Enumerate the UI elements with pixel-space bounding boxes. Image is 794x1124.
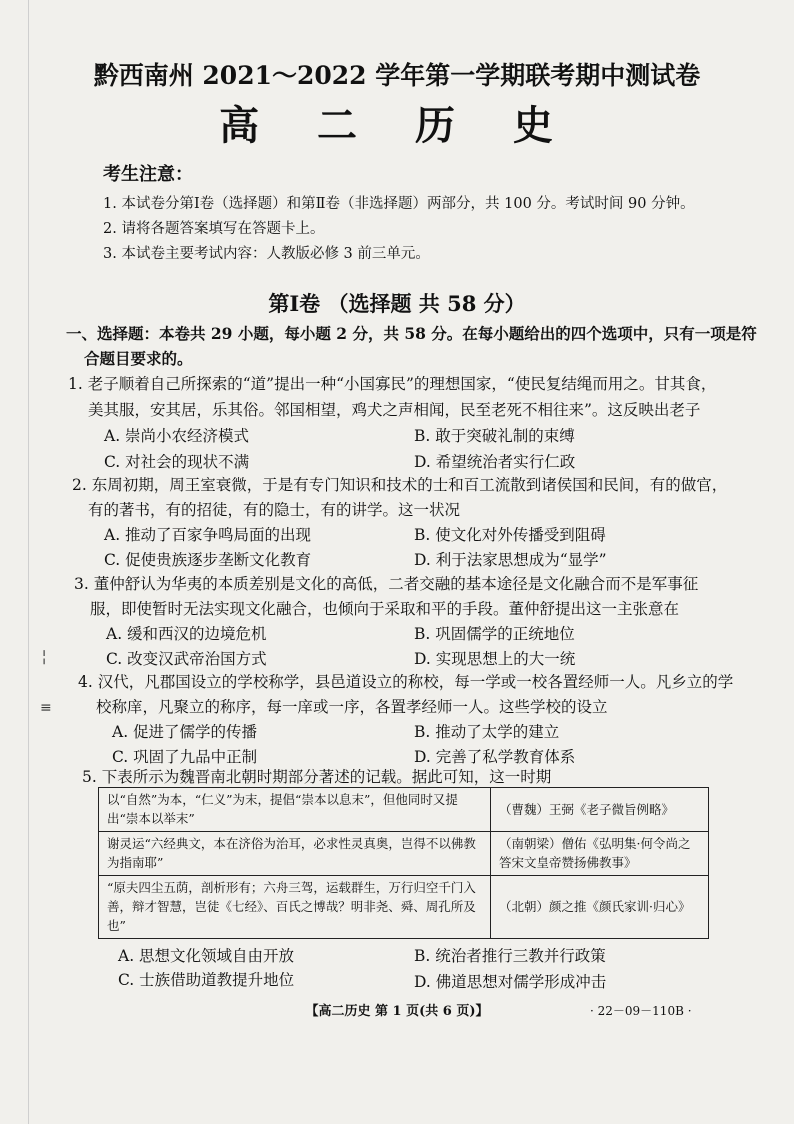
question-5-option-d[interactable]: D. 佛道思想对儒学形成冲击 <box>414 973 607 991</box>
question-2-option-d[interactable]: D. 利于法家思想成为“显学” <box>414 551 607 569</box>
question-5-option-b[interactable]: B. 统治者推行三教并行政策 <box>414 947 606 965</box>
question-4-text: 4. 汉代，凡郡国设立的学校称学，县邑道设立的称校，每一学或一校各置经师一人。凡乡立的学 <box>78 673 734 691</box>
table-row <box>99 831 709 875</box>
section-intro: 一、选择题：本卷共 29 小题，每小题 2 分，共 58 分。在每小题给出的四个选项中，只有一项是符 <box>66 324 757 343</box>
notice-item: 1. 本试卷分第Ⅰ卷（选择题）和第Ⅱ卷（非选择题）两部分，共 100 分。考试时间 90 分钟。 <box>103 196 695 212</box>
table-cell-source: （曹魏）王弼《老子微旨例略》 <box>491 788 709 832</box>
section-intro: 合题目要求的。 <box>84 349 193 368</box>
question-4-option-c[interactable]: C. 巩固了九品中正制 <box>112 748 258 766</box>
section-title: 第Ⅰ卷 （选择题 共 58 分） <box>268 291 526 316</box>
question-5-option-c[interactable]: C. 士族借助道教提升地位 <box>118 971 295 989</box>
question-3-option-b[interactable]: B. 巩固儒学的正统地位 <box>414 625 575 643</box>
table-cell-source: （北朝）颜之推《颜氏家训·归心》 <box>491 875 709 938</box>
question-1-option-a[interactable]: A. 崇尚小农经济模式 <box>104 427 250 445</box>
notice-item: 3. 本试卷主要考试内容：人教版必修 3 前三单元。 <box>103 246 430 262</box>
question-5-text: 5. 下表所示为魏晋南北朝时期部分著述的记载。据此可知，这一时期 <box>82 768 552 786</box>
binding-mark: ╎ <box>40 650 49 666</box>
question-4-text: 校称庠，凡聚立的称序，每一庠或一序，各置孝经师一人。这些学校的设立 <box>96 698 608 716</box>
table-cell-quote: 以“自然”为本，“仁义”为末，提倡“崇本以息末”，但他同时又提出“崇本以举末” <box>99 788 491 832</box>
question-2-option-c[interactable]: C. 促使贵族逐步垄断文化教育 <box>104 551 312 569</box>
paper-code: · 22－09－110B · <box>590 1004 692 1018</box>
question-3-option-a[interactable]: A. 缓和西汉的边境危机 <box>106 625 267 643</box>
table-row <box>99 875 709 938</box>
table-cell-source: （南朝梁）僧佑《弘明集·何令尚之答宋文皇帝赞扬佛教事》 <box>491 831 709 875</box>
question-1-option-b[interactable]: B. 敢于突破礼制的束缚 <box>414 427 575 445</box>
table-cell-quote: 谢灵运“六经典文，本在济俗为治耳，必求性灵真奥，岂得不以佛教为指南耶” <box>99 831 491 875</box>
question-3-option-c[interactable]: C. 改变汉武帝治国方式 <box>106 650 267 668</box>
source-table <box>98 787 709 939</box>
page-footer: 【高二历史 第 1 页(共 6 页)】 <box>305 1004 489 1019</box>
question-2-option-b[interactable]: B. 使文化对外传播受到阻碍 <box>414 526 606 544</box>
question-2-text: 2. 东周初期，周王室衰微，于是有专门知识和技术的士和百工流散到诸侯国和民间，有的做官， <box>72 476 728 494</box>
table-row <box>99 788 709 832</box>
question-1-option-c[interactable]: C. 对社会的现状不满 <box>104 453 250 471</box>
question-4-option-b[interactable]: B. 推动了太学的建立 <box>414 723 560 741</box>
question-2-text: 有的著书，有的招徒，有的隐士，有的讲学。这一状况 <box>88 501 461 519</box>
page-margin-line <box>28 0 29 1124</box>
question-2-option-a[interactable]: A. 推动了百家争鸣局面的出现 <box>104 526 312 544</box>
binding-mark: ≡ <box>40 700 52 716</box>
exam-title: 黔西南州 2021～2022 学年第一学期联考期中测试卷 <box>93 61 701 90</box>
notice-item: 2. 请将各题答案填写在答题卡上。 <box>103 221 325 237</box>
notice-heading: 考生注意： <box>103 164 193 185</box>
table-cell-quote: “原夫四尘五荫，剖析形有；六舟三驾，运载群生，万行归空千门入善，辩才智慧，岂徒《七经》、百氏之博哉？明非尧、舜、周孔所及也” <box>99 875 491 938</box>
question-4-option-d[interactable]: D. 完善了私学教育体系 <box>414 748 576 766</box>
question-1-text: 美其服，安其居，乐其俗。邻国相望，鸡犬之声相闻，民至老死不相往来”。这反映出老子 <box>88 401 701 419</box>
question-3-option-d[interactable]: D. 实现思想上的大一统 <box>414 650 576 668</box>
question-1-text: 1. 老子顺着自己所探索的“道”提出一种“小国寡民”的理想国家，“使民复结绳而用之。甘其食， <box>68 375 717 393</box>
question-4-option-a[interactable]: A. 促进了儒学的传播 <box>112 723 258 741</box>
question-3-text: 服，即使暂时无法实现文化融合，也倾向于采取和平的手段。董仲舒提出这一主张意在 <box>90 600 680 618</box>
question-5-option-a[interactable]: A. 思想文化领域自由开放 <box>118 947 295 965</box>
question-1-option-d[interactable]: D. 希望统治者实行仁政 <box>414 453 576 471</box>
subject-title: 高 二 历 史 <box>219 102 575 149</box>
question-3-text: 3. 董仲舒认为华夷的本质差别是文化的高低，二者交融的基本途径是文化融合而不是军事征 <box>74 575 699 593</box>
